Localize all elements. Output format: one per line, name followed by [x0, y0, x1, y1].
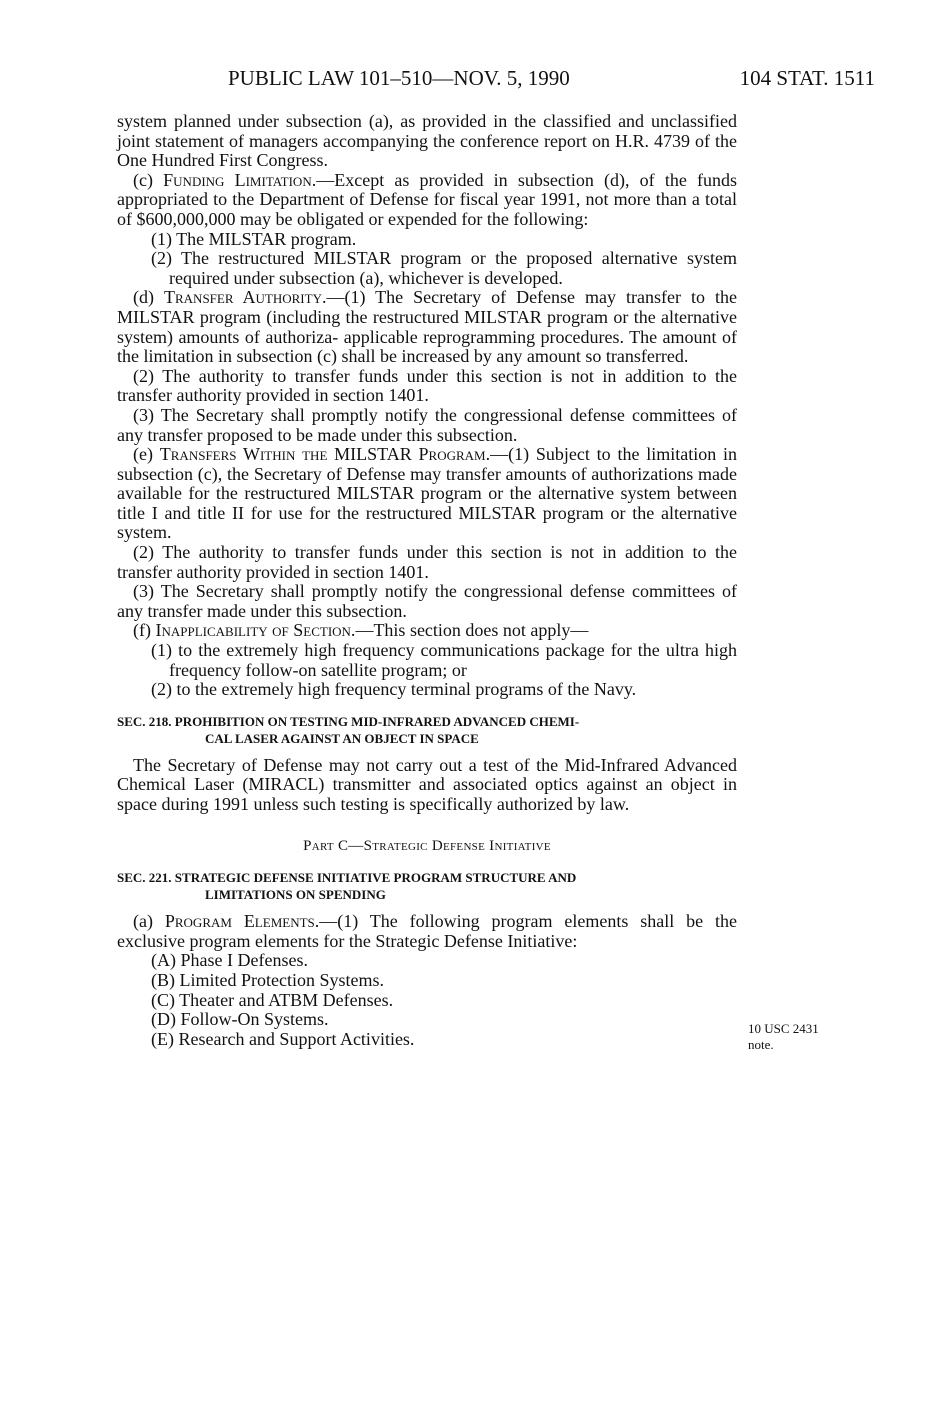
section-218-text: The Secretary of Defense may not carry out a test of the Mid-Infrared Advanced Chemical Laser (MIRACL) transmitter and associated optics against an object in space during 1991 unless such testing is specifically authorized by law. [117, 754, 737, 814]
subsection-heading: Transfers Within the [159, 444, 335, 465]
section-218-heading: SEC. 218. PROHIBITION ON TESTING MID-INFRARED ADVANCED CHEMI- CAL LASER AGAINST AN OBJECT IN SPACE [117, 713, 580, 746]
list-item: (A) Phase I Defenses. [151, 950, 308, 971]
subsection-heading: Program Elements. [164, 911, 320, 932]
paragraph-c2: (2) The restructured MILSTAR program or the proposed alternative system required under subsection (a), whichever is developed. [151, 248, 737, 288]
page-header [0, 66, 947, 96]
paragraph-e: (e) Transfers Within the MILSTAR Program.—(1) Subject to the limitation in subsection (c), the Secretary of Defense may transfer amounts of authorizations made available for the restructured MILSTAR program or the alternative system between title I and title II for use for the restructured MILSTAR program or the alternative system. [117, 444, 737, 543]
paragraph-f2: (2) to the extremely high frequency terminal programs of the Navy. [151, 679, 637, 700]
paragraph-c1: (1) The MILSTAR program. [151, 228, 357, 249]
section-221-heading: SEC. 221. STRATEGIC DEFENSE INITIATIVE PROGRAM STRUCTURE AND LIMITATIONS ON SPENDING [117, 870, 577, 903]
margin-citation: 10 USC 2431 note. [748, 1021, 819, 1052]
paragraph-a: (a) Program Elements.—(1) The following program elements shall be the exclusive program elements for the Strategic Defense Initiative: [117, 911, 738, 951]
stat-page-number: 104 STAT. 1511 [739, 66, 875, 90]
subsection-heading: Transfer Authority. [164, 287, 327, 308]
list-item: (B) Limited Protection Systems. [151, 969, 384, 990]
paragraph-f1: (1) to the extremely high frequency communications package for the ultra high frequency follow-on satellite program; or [151, 640, 737, 680]
paragraph-d2: (2) The authority to transfer funds under this section is not in addition to the transfer authority provided in section 1401. [117, 365, 737, 406]
paragraph-e2: (2) The authority to transfer funds under this section is not in addition to the transfer authority provided in section 1401. [117, 542, 737, 582]
list-item: (C) Theater and ATBM Defenses. [151, 989, 394, 1010]
list-item: (E) Research and Support Activities. [151, 1028, 415, 1049]
document-body [117, 112, 737, 1049]
running-title: PUBLIC LAW 101–510—NOV. 5, 1990 [228, 66, 570, 90]
part-heading: Part C—Strategic Defense Initiative [303, 837, 551, 854]
paragraph-d: (d) Transfer Authority.—(1) The Secretary of Defense may transfer to the MILSTAR program (including the restructured MILSTAR program or the alternative system) amounts of authoriza- applicable reprogramming procedures. The amount of the limitation in subsection (c) shall be increased by any amount so transferred. [117, 287, 737, 367]
paragraph-f: (f) Inapplicability of Section.—This section does not apply— [133, 620, 589, 641]
paragraph-e3: (3) The Secretary shall promptly notify the congressional defense committees of any transfer made under this subsection. [117, 581, 737, 621]
list-item: (D) Follow-On Systems. [151, 1009, 329, 1030]
subsection-heading: Funding Limitation. [163, 169, 317, 190]
paragraph-c: (c) Funding Limitation.—Except as provided in subsection (d), of the funds appropriated to the Department of Defense for fiscal year 1991, not more than a total of $600,000,000 may be obligated or expended for the following: [117, 169, 737, 229]
paragraph-d3: (3) The Secretary shall promptly notify the congressional defense committees of any transfer proposed to be made under this subsection. [117, 404, 737, 445]
paragraph: system planned under subsection (a), as provided in the classified and unclassified joint statement of managers accompanying the conference report on H.R. 4739 of the One Hundred First Congress. [117, 111, 737, 171]
subsection-heading: Inapplicability of Section. [155, 620, 356, 641]
